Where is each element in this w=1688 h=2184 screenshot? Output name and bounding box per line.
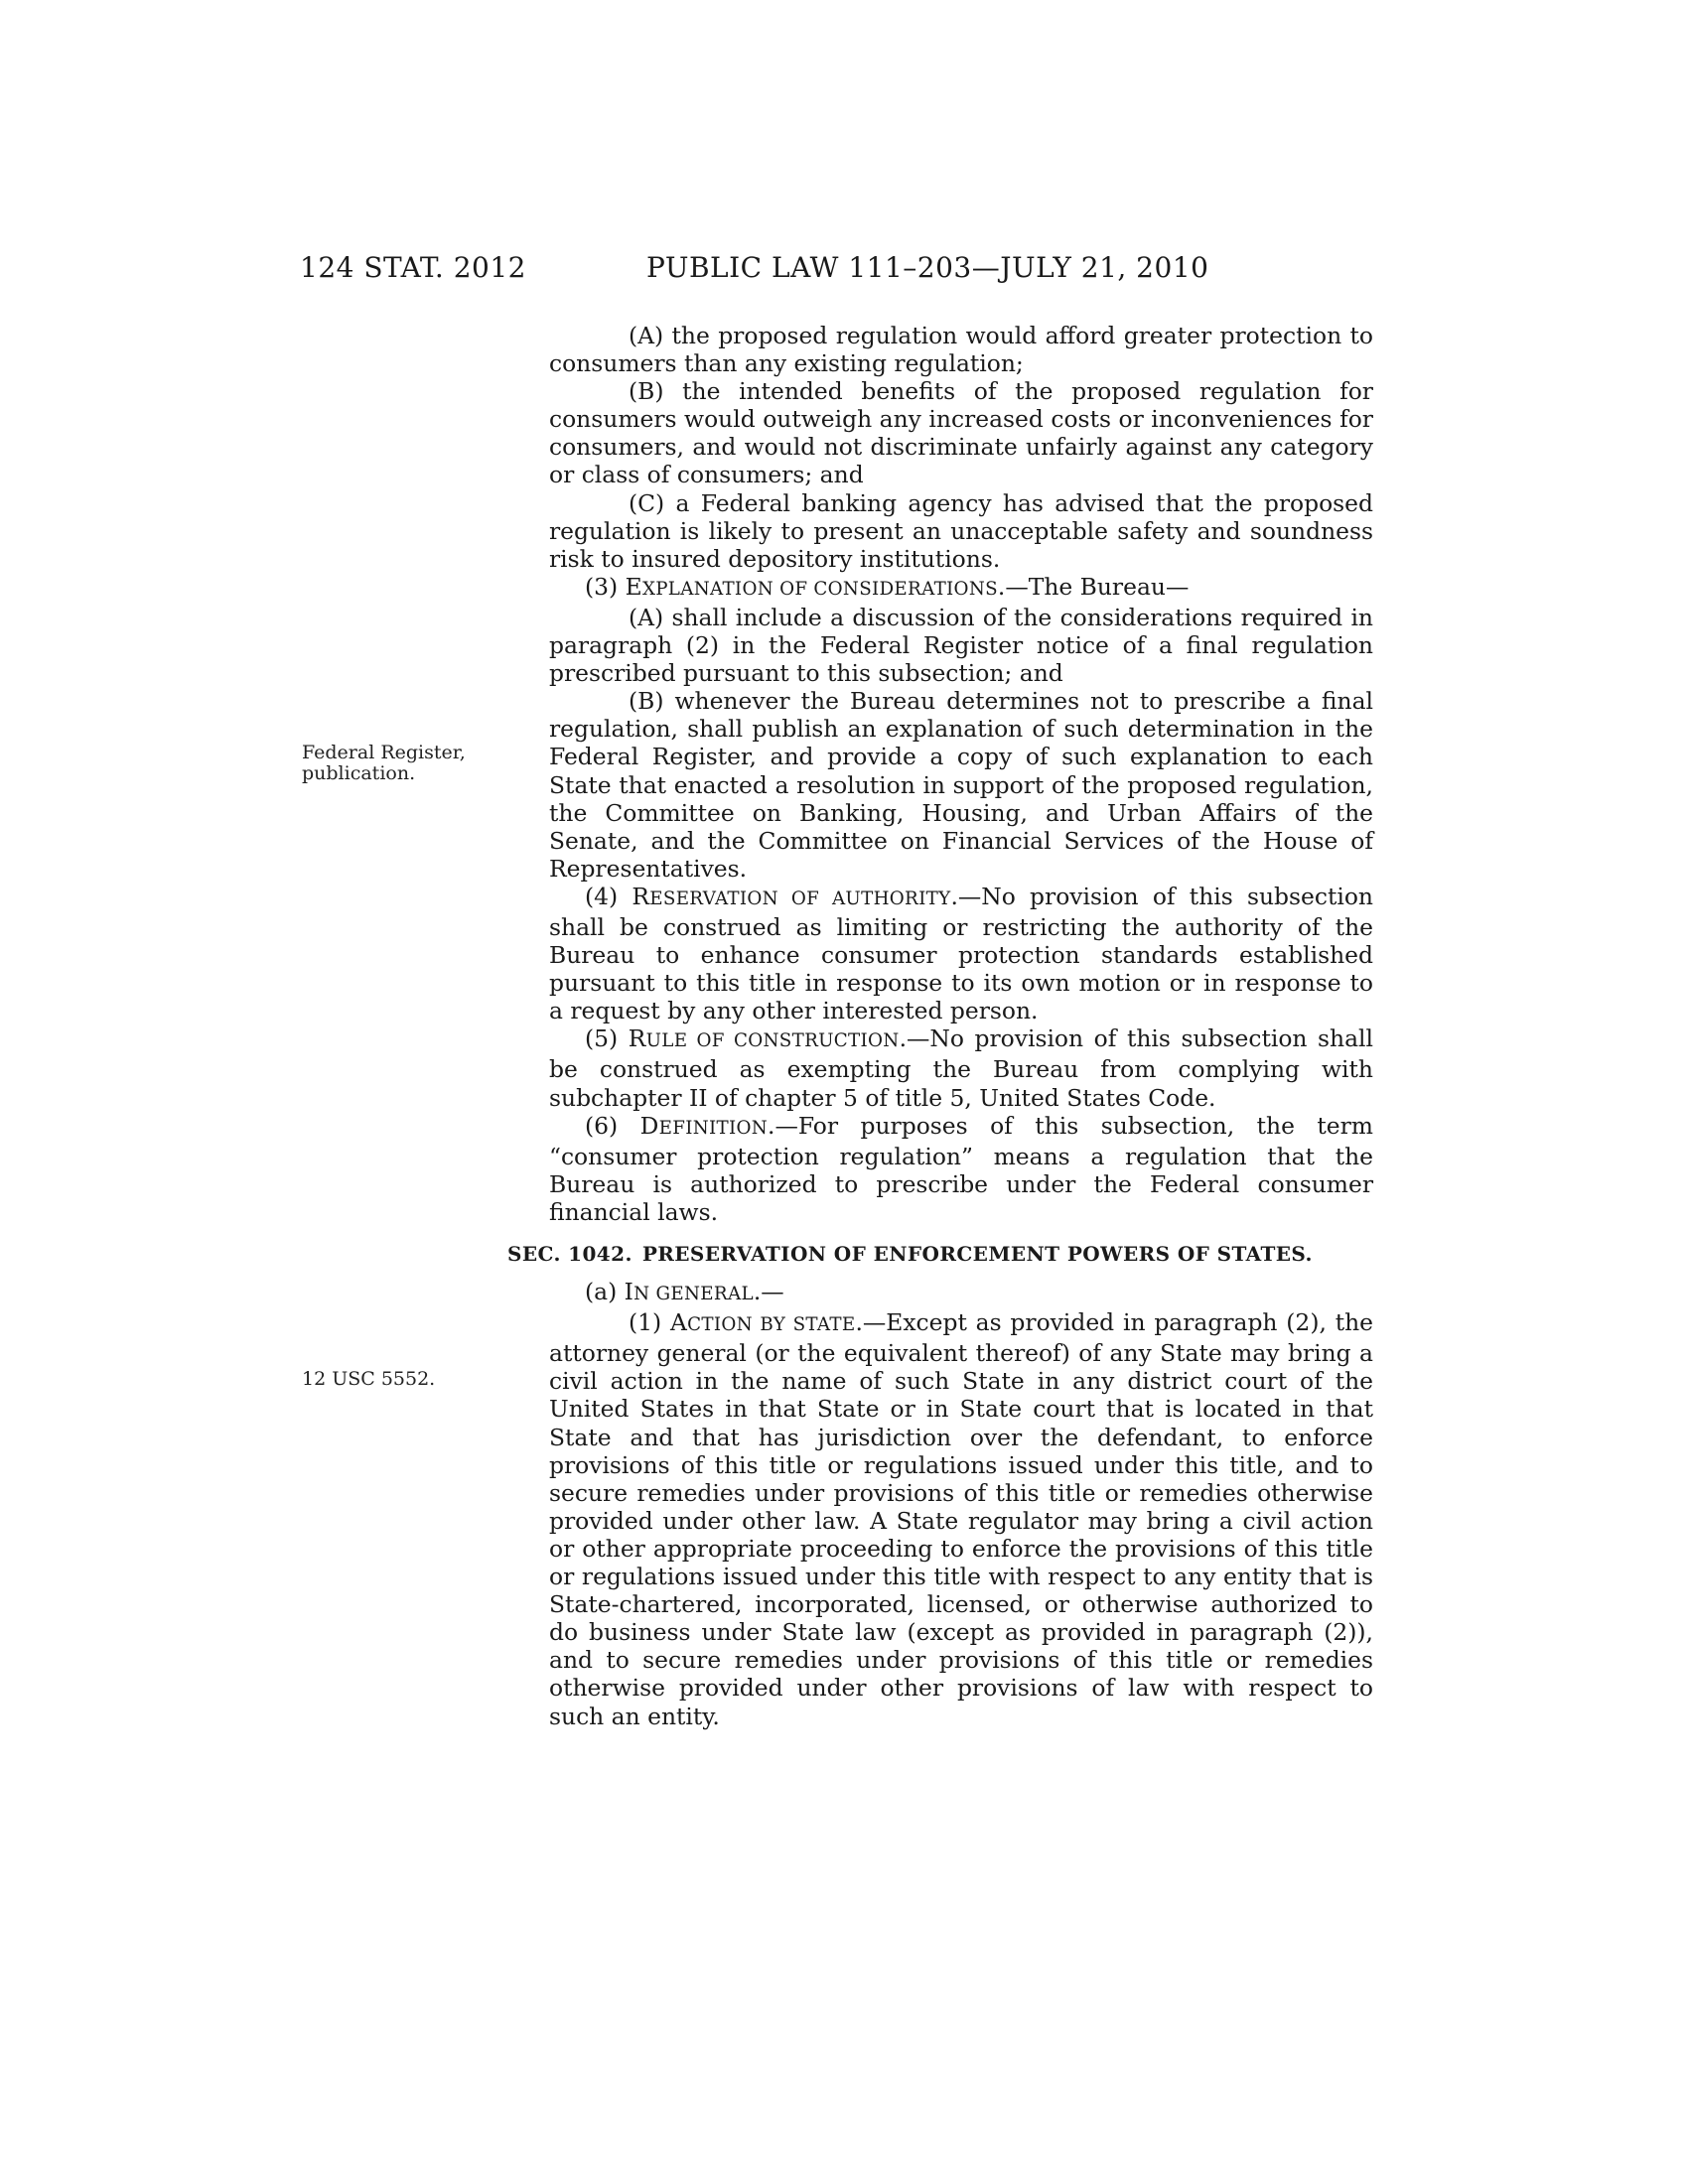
paragraph-6-heading-initial: D	[639, 1111, 659, 1140]
paragraph-2B: (B) the intended benefits of the proposed regulation for consumers would outweigh any increased costs or inconveniences for consumers, and would not discriminate unfairly against any category or class of consumers; and	[549, 377, 1373, 489]
paragraph-3-heading	[625, 572, 998, 601]
margin-note-federal-register: Federal Register, publication.	[302, 742, 466, 784]
section-number: SEC. 1042.	[507, 1242, 633, 1266]
paragraph-a1-text: .—Except as provided in paragraph (2), the attorney general (or the equivalent thereof) of any State may bring a civil action in the name of such State in any district court of the United States in that State or in State court that is located in that State and that has jurisdiction over the defendant, to enforce provisions of this title or regulations issued under this title, and to secure remedies under provisions of this title or remedies otherwise provided under other law. A State regulator may bring a civil action or other appropriate proceeding to enforce the provisions of this title or regulations issued under this title with respect to any entity that is State-chartered, incorporated, licensed, or otherwise authorized to do business under State law (except as provided in paragraph (2)), and to secure remedies under provisions of this title or remedies otherwise provided under other provisions of law with respect to such an entity.	[549, 1308, 1373, 1730]
paragraph-3-text: .—The Bureau—	[997, 572, 1190, 601]
paragraph-3-heading-rest: XPLANATION OF CONSIDERATIONS	[641, 578, 998, 600]
paragraph-4	[549, 883, 1373, 1024]
page-header-public-law: PUBLIC LAW 111–203—JULY 21, 2010	[646, 251, 1209, 284]
subsection-a-text: .—	[753, 1278, 784, 1306]
paragraph-4-heading-initial: R	[632, 882, 650, 910]
paragraph-5-text: .—No provision of this subsection shall be construed as exempting the Bureau from complying with subchapter II of chapter 5 of title 5, United States Code.	[549, 1024, 1374, 1112]
paragraph-5-heading-rest: ULE OF CONSTRUCTION	[645, 1030, 900, 1052]
paragraph-5	[549, 1024, 1373, 1111]
subsection-a-heading-initial: I	[624, 1278, 634, 1306]
paragraph-5-heading-initial: R	[628, 1024, 646, 1053]
paragraph-2A: (A) the proposed regulation would afford greater protection to consumers than any existing regulation;	[549, 322, 1373, 378]
paragraph-5-heading	[628, 1024, 900, 1053]
paragraph-3-number: (3)	[585, 572, 626, 601]
paragraph-6-text: .—For purposes of this subsection, the term “consumer protection regulation” means a regulation that the Bureau is authorized to prescribe under the Federal consumer financial laws.	[549, 1111, 1373, 1226]
paragraph-3	[549, 573, 1373, 604]
paragraph-3B: (B) whenever the Bureau determines not to prescribe a final regulation, shall publish an explanation of such determination in the Federal Register, and provide a copy of such explanation to each State that enacted a resolution in support of the proposed regulation, the Committee on Banking, Housing, and Urban Affairs of the Senate, and the Committee on Financial Services of the House of Representatives.	[549, 687, 1373, 883]
subsection-a-heading	[624, 1278, 754, 1306]
paragraph-6-number: (6)	[585, 1111, 640, 1140]
paragraph-a1-heading-rest: CTION BY STATE	[687, 1314, 856, 1336]
subsection-a	[549, 1278, 1373, 1308]
section-heading	[507, 1240, 1373, 1268]
paragraph-4-number: (4)	[585, 882, 633, 910]
page-header-stat-number: 124 STAT. 2012	[300, 251, 526, 284]
paragraph-2C: (C) a Federal banking agency has advised that the proposed regulation is likely to present an unacceptable safety and soundness risk to insured depository institutions.	[549, 488, 1373, 573]
paragraph-a1-number: (1)	[629, 1308, 670, 1337]
statute-body	[507, 322, 1374, 1730]
paragraph-4-text: .—No provision of this subsection shall be construed as limiting or restricting the authority of the Bureau to enhance consumer protection standards established pursuant to this title in response to its own motion or in response to a request by any other interested person.	[549, 882, 1373, 1025]
section-title: PRESERVATION OF ENFORCEMENT POWERS OF STATES.	[641, 1242, 1313, 1266]
paragraph-5-number: (5)	[585, 1024, 629, 1053]
paragraph-6	[549, 1112, 1373, 1226]
paragraph-4-heading-rest: ESERVATION OF AUTHORITY	[649, 887, 951, 909]
subsection-a-heading-rest: N GENERAL	[633, 1284, 754, 1305]
margin-note-usc-citation: 12 USC 5552.	[302, 1368, 436, 1390]
paragraph-a1-heading-initial: A	[669, 1308, 688, 1337]
paragraph-4-heading	[632, 882, 951, 910]
paragraph-6-heading	[639, 1111, 769, 1140]
paragraph-6-heading-rest: EFINITION	[658, 1117, 769, 1139]
paragraph-a1-heading	[669, 1308, 856, 1337]
paragraph-3A: (A) shall include a discussion of the considerations required in paragraph (2) in the Federal Register notice of a final regulation prescribed pursuant to this subsection; and	[549, 603, 1373, 688]
subsection-a-number: (a)	[585, 1278, 625, 1306]
paragraph-3-heading-initial: E	[625, 572, 642, 601]
paragraph-a1	[549, 1308, 1373, 1729]
